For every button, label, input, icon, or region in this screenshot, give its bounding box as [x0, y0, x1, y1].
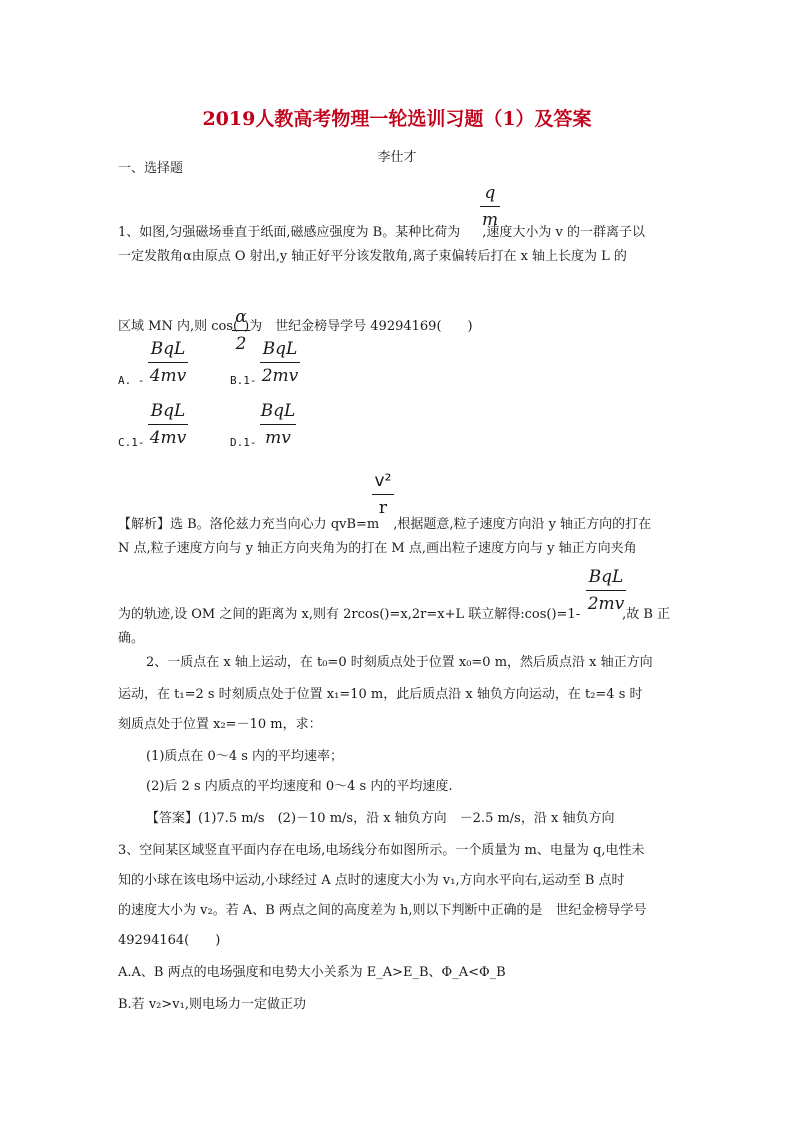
q2-line-1: 2、一质点在 x 轴上运动，在 t₀=0 时刻质点处于位置 x₀=0 m，然后质点沿 x 轴正方向: [146, 655, 653, 670]
fraction-numerator: v²: [374, 471, 392, 491]
q3-option-a: A.A、B 两点的电场强度和电势大小关系为 E_A>E_B、Φ_A<Φ_B: [118, 965, 506, 980]
q3-line-1: 3、空间某区域竖直平面内存在电场,电场线分布如图所示。一个质量为 m、电量为 q,电性未: [118, 843, 645, 858]
fraction-bar: [148, 362, 188, 363]
analysis-line-2: N 点,粒子速度方向与 y 轴正方向夹角为的打在 M 点,画出粒子速度方向与 y 轴正方向夹角: [118, 541, 637, 556]
fraction-denominator: 2mv: [587, 594, 625, 614]
fraction-bar: [260, 424, 296, 425]
analysis-line-1: [118, 516, 651, 534]
analysis-line-1b: ,根据题意,粒子速度方向沿 y 轴正方向的打在: [393, 517, 652, 532]
q1-line-3b: )为 世纪金榜导学号 49294169( ): [244, 319, 473, 334]
option-d-label: D.1-: [230, 436, 257, 449]
q2-line-2: 运动，在 t₁=2 s 时刻质点处于位置 x₁=10 m，此后质点沿 x 轴负方向运动，在 t₂=4 s 时: [118, 687, 643, 702]
q1-line-2: 一定发散角α由原点 O 射出,y 轴正好平分该发散角,离子束偏转后打在 x 轴上长度为 L 的: [118, 249, 627, 264]
fraction-numerator: BqL: [588, 567, 624, 587]
option-c-fraction: [148, 400, 188, 449]
fraction-numerator: q: [484, 183, 496, 203]
fraction-denominator: 4mv: [149, 428, 187, 448]
q1-line-3: [118, 318, 473, 336]
q3-line-4: 49294164( ): [118, 933, 221, 948]
fraction-bar: [372, 494, 394, 495]
q2-line-4: (1)质点在 0～4 s 内的平均速率；: [146, 749, 344, 764]
fraction-numerator: BqL: [150, 339, 186, 359]
q2-answer: 【答案】(1)7.5 m/s (2)－10 m/s，沿 x 轴负方向 －2.5 m/s，沿 x 轴负方向: [146, 811, 615, 826]
option-a-fraction: [148, 338, 188, 387]
option-b-label: B.1-: [230, 374, 257, 387]
fraction-bar: [586, 590, 626, 591]
analysis-line-3a: 为的轨迹,设 OM 之间的距离为 x,则有 2rcos()=x,2r=x+L 联立解得:cos()=1-: [118, 607, 581, 622]
fraction-denominator: mv: [265, 428, 291, 448]
document-title: 2019人教高考物理一轮选训习题（1）及答案: [202, 108, 592, 130]
section-heading: 一、选择题: [118, 161, 184, 176]
analysis-line-1a: 【解析】选 B。洛伦兹力充当向心力 qvB=m: [118, 517, 380, 532]
analysis-fraction-v2-over-r: [372, 470, 394, 519]
q3-option-b: B.若 v₂>v₁,则电场力一定做正功: [118, 997, 306, 1012]
q3-line-3: 的速度大小为 v₂。若 A、B 两点之间的高度差为 h,则以下判断中正确的是 世纪金榜导学号: [118, 903, 647, 918]
fraction-bar: [480, 206, 500, 207]
fraction-numerator: α: [235, 307, 247, 327]
q1-line-1: [118, 224, 645, 242]
fraction-denominator: 2mv: [261, 366, 299, 386]
option-d-fraction: [260, 400, 296, 449]
analysis-line-3b: ,故 B 正: [622, 607, 671, 622]
analysis-line-3: [118, 606, 670, 624]
analysis-line-4: 确。: [118, 631, 145, 646]
q1-line-1b: ,速度大小为 v 的一群离子以: [482, 225, 645, 240]
fraction-denominator: 4mv: [149, 366, 187, 386]
q1-line-1a: 1、如图,匀强磁场垂直于纸面,磁感应强度为 B。某种比荷为: [118, 225, 461, 240]
fraction-numerator: BqL: [262, 339, 298, 359]
fraction-bar: [148, 424, 188, 425]
fraction-denominator: 2: [235, 334, 247, 354]
q2-line-5: (2)后 2 s 内质点的平均速度和 0～4 s 内的平均速度.: [146, 779, 453, 794]
fraction-denominator: m: [481, 210, 499, 230]
q3-line-2: 知的小球在该电场中运动,小球经过 A 点时的速度大小为 v₁,方向水平向右,运动至 B 点时: [118, 873, 625, 888]
q1-line-3a: 区域 MN 内,则 cos(: [118, 319, 239, 334]
fraction-numerator: BqL: [260, 401, 296, 421]
fraction-numerator: BqL: [150, 401, 186, 421]
option-a-label: A. -: [118, 374, 145, 387]
q2-line-3: 刻质点处于位置 x₂=－10 m，求：: [118, 717, 322, 732]
option-b-fraction: [260, 338, 300, 387]
option-c-label: C.1-: [118, 436, 145, 449]
author-name: 李仕才: [377, 150, 417, 165]
fraction-denominator: r: [378, 498, 388, 518]
fraction-bar: [260, 362, 300, 363]
